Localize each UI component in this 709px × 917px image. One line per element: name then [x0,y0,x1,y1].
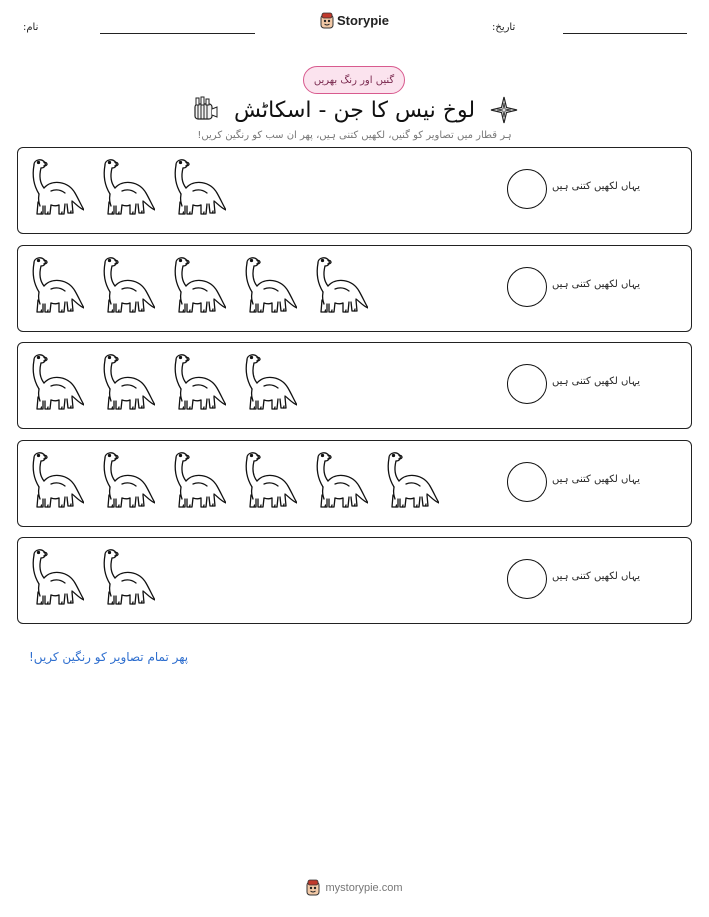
answer-circle[interactable] [507,267,547,307]
brand-name: Storypie [336,13,389,28]
loch-ness-monster-icon [312,254,368,316]
loch-ness-monster-icon [99,546,155,608]
name-write-line [100,33,255,34]
counting-items [28,351,297,413]
footer-url: mystorypie.com [325,881,403,894]
page-title: لوخ نیس کا جن - اسکاٹش [233,97,476,123]
loch-ness-monster-icon [170,156,226,218]
activity-badge: گنیں اور رنگ بھریں [303,66,405,94]
answer-prompt: یہاں لکھیں کتنی ہیں [552,376,640,387]
loch-ness-monster-icon [170,449,226,511]
title-row [0,93,709,127]
answer-circle[interactable] [507,364,547,404]
counting-row [17,342,692,429]
loch-ness-monster-icon [170,351,226,413]
loch-ness-monster-icon [99,351,155,413]
loch-ness-monster-icon [28,449,84,511]
counting-items [28,254,368,316]
brand-header [0,12,709,33]
footer [0,879,709,900]
counting-items [28,449,439,511]
mascot-icon [320,12,334,29]
loch-ness-monster-icon [99,156,155,218]
loch-ness-monster-icon [99,254,155,316]
mascot-icon [306,879,320,896]
counting-items [28,156,226,218]
answer-circle[interactable] [507,169,547,209]
date-write-line [563,33,687,34]
answer-circle[interactable] [507,462,547,502]
answer-prompt: یہاں لکھیں کتنی ہیں [552,181,640,192]
loch-ness-monster-icon [28,156,84,218]
loch-ness-monster-icon [241,449,297,511]
name-label: نام: [23,22,39,33]
coloring-instruction: پھر تمام تصاویر کو رنگین کریں! [29,650,189,664]
counting-row [17,147,692,234]
answer-circle[interactable] [507,559,547,599]
counting-row [17,537,692,624]
answer-prompt: یہاں لکھیں کتنی ہیں [552,278,640,290]
loch-ness-monster-icon [28,351,84,413]
answer-prompt: یہاں لکھیں کتنی ہیں [552,571,640,582]
loch-ness-monster-icon [241,351,297,413]
loch-ness-monster-icon [99,449,155,511]
counting-items [28,546,155,608]
answer-prompt: یہاں لکھیں کتنی ہیں [552,473,640,485]
loch-ness-monster-icon [312,449,368,511]
counting-row [17,440,692,527]
loch-ness-monster-icon [170,254,226,316]
date-label: تاریخ: [492,22,516,33]
loch-ness-monster-icon [241,254,297,316]
loch-ness-monster-icon [28,546,84,608]
loch-ness-monster-icon [383,449,439,511]
sparkle-icon [489,95,519,125]
instructions-subtitle: ہر قطار میں تصاویر کو گنیں، لکھیں کتنی ہیں، پھر ان سب کو رنگین کریں! [197,130,512,141]
counting-row [17,245,692,332]
loch-ness-monster-icon [28,254,84,316]
bagpipe-icon [190,95,220,125]
